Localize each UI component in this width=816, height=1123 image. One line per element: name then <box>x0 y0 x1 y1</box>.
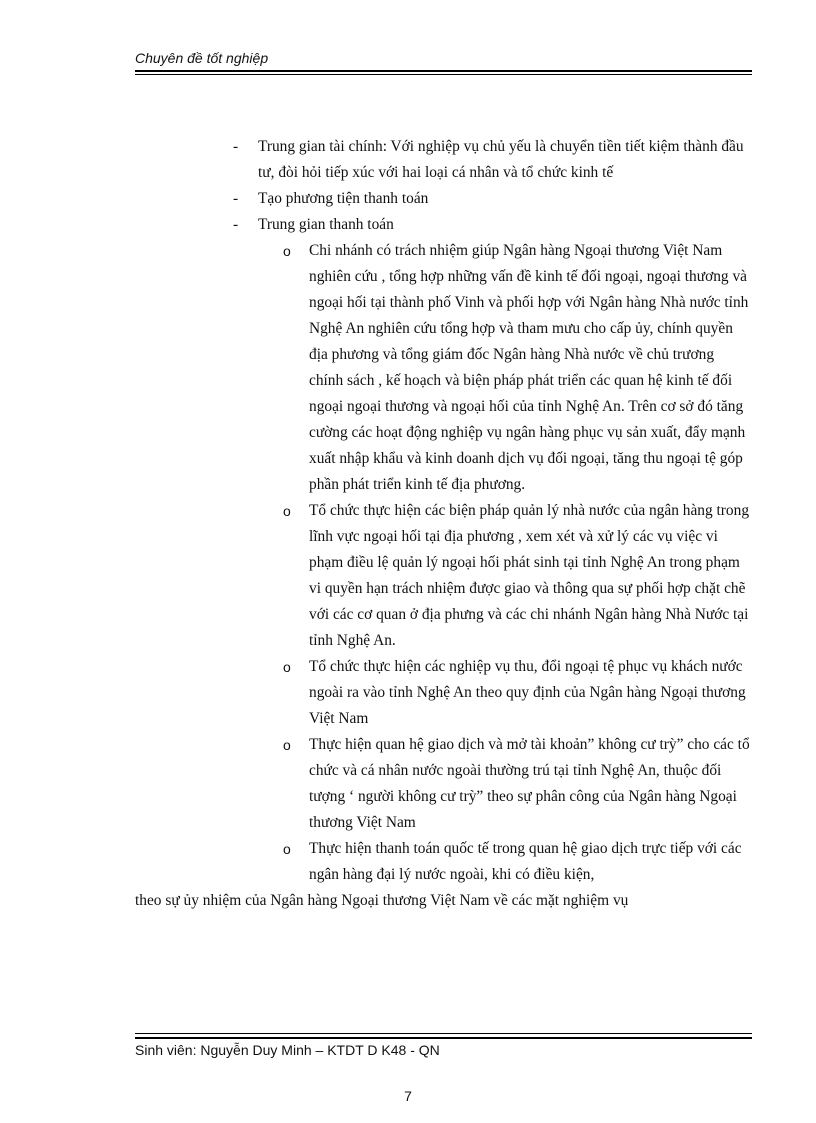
sub-list-item-text: Tổ chức thực hiện các nghiệp vụ thu, đổi ngoại tệ phục vụ khách nước ngoài ra vào tỉnh Nghệ An theo quy định của Ngân hàng Ngoại thương Việt Nam <box>309 658 746 727</box>
dash-bullet: - <box>233 138 239 155</box>
circle-bullet: o <box>283 841 291 857</box>
circle-bullet: o <box>283 737 291 753</box>
sub-list-item-text: Chi nhánh có trách nhiệm giúp Ngân hàng Ngoại thương Việt Nam nghiên cứu , tổng hợp những vấn đề kinh tế đối ngoại, ngoại thương và ngoại hối tại thành phố Vinh và phối hợp với Ngân hàng Nhà nước tỉnh Nghệ An nghiên cứu tổng hợp và tham mưu cho cấp ủy, chính quyền địa phương và tổng giám đốc Ngân hàng Nhà nước về chủ trương chính sách , kế hoạch và biện pháp phát triển các quan hệ kinh tế đối ngoại ngoại thương và ngoại hối của tỉnh Nghệ An. Trên cơ sở đó tăng cường các hoạt động nghiệp vụ ngân hàng phục vụ sản xuất, đẩy mạnh xuất nhập khẩu và kinh doanh dịch vụ đối ngoại, tăng thu ngoại tệ góp phần phát triển kinh tế địa phương. <box>309 242 749 493</box>
header-rule-top <box>135 70 752 72</box>
circle-bullet: o <box>283 243 291 259</box>
header-title: Chuyên đề tốt nghiệp <box>135 50 269 66</box>
sub-list-item-text: Tổ chức thực hiện các biện pháp quản lý nhà nước của ngân hàng trong lĩnh vực ngoại hối tại địa phương , xem xét và xử lý các vụ việc vi phạm điều lệ quản lý ngoại hối phát sinh tại tỉnh Nghệ An trong phạm vi quyền hạn trách nhiệm được giao và thông qua sự phối hợp chặt chẽ với các cơ quan ở địa phưng và các chi nhánh Ngân hàng Nhà Nước tại tỉnh Nghệ An. <box>309 502 750 649</box>
list-item-text: Tạo phương tiện thanh toán <box>258 190 429 207</box>
list-item-text: Trung gian thanh toán <box>258 216 394 233</box>
header-rule-bottom <box>135 74 752 75</box>
footer-rule-top <box>135 1033 752 1034</box>
list-item-text: Trung gian tài chính: Với nghiệp vụ chủ yếu là chuyển tiền tiết kiệm thành đầu tư, đòi hỏi tiếp xúc với hai loại cá nhân và tổ chức kinh tế <box>258 138 744 181</box>
sub-list-item <box>135 238 752 498</box>
footer-rule-bottom <box>135 1037 752 1039</box>
page-body <box>135 134 752 914</box>
list-item <box>135 186 752 212</box>
dash-bullet: - <box>233 190 239 207</box>
sub-list-item-text: Thực hiện quan hệ giao dịch và mở tài khoản” không cư trỳ” cho các tổ chức và cá nhân nước ngoài thường trú tại tỉnh Nghệ An, thuộc đối tượng ‘ người không cư trỳ” theo sự phân công của Ngân hàng Ngoại thương Việt Nam <box>309 736 750 831</box>
circle-bullet: o <box>283 503 291 519</box>
sub-list-item <box>135 498 752 654</box>
circle-bullet: o <box>283 659 291 675</box>
continuation-paragraph: theo sự ủy nhiệm của Ngân hàng Ngoại thương Việt Nam về các mặt nghiệm vụ <box>135 892 629 909</box>
sub-list-item <box>135 732 752 836</box>
sub-list-item <box>135 836 752 888</box>
list-item <box>135 134 752 186</box>
dash-bullet: - <box>233 216 239 233</box>
page-number: 7 <box>404 1088 412 1104</box>
sub-list-item <box>135 654 752 732</box>
footer-author: Sinh viên: Nguyễn Duy Minh – KTDT D K48 - QN <box>135 1042 440 1058</box>
list-item <box>135 212 752 238</box>
sub-list-item-text: Thực hiện thanh toán quốc tế trong quan hệ giao dịch trực tiếp với các ngân hàng đại lý nước ngoài, khi có điều kiện, <box>309 840 742 883</box>
